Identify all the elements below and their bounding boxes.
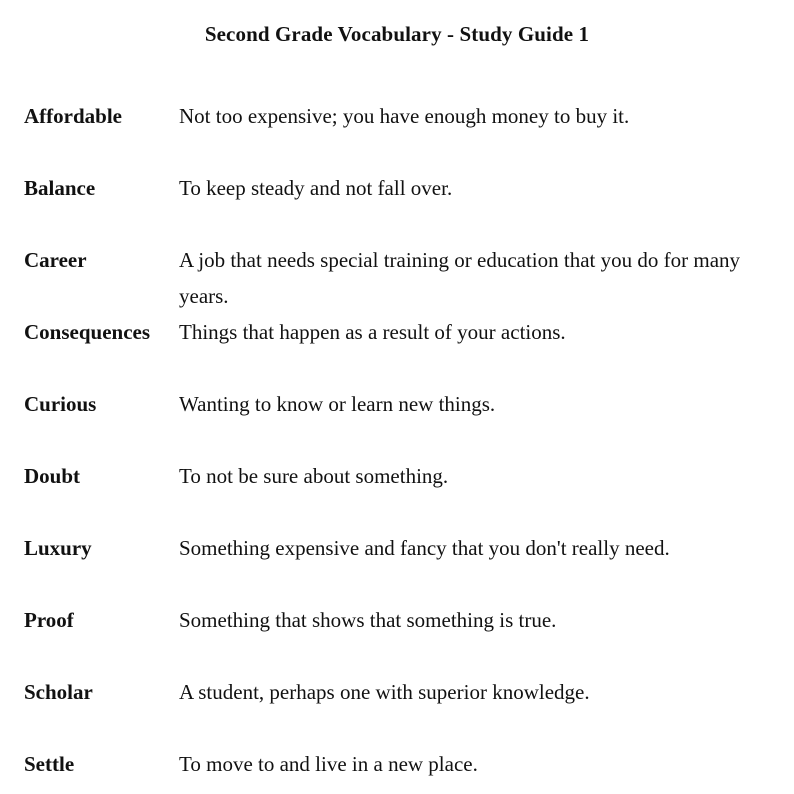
vocab-definition: Something expensive and fancy that you don't really need.: [179, 536, 670, 560]
vocab-term: Curious: [24, 392, 97, 416]
vocab-definition: A student, perhaps one with superior knowledge.: [179, 680, 590, 704]
vocab-term: Consequences: [24, 320, 151, 344]
vocab-definition: To move to and live in a new place.: [179, 752, 478, 776]
page-title: Second Grade Vocabulary - Study Guide 1: [204, 22, 590, 46]
vocab-definition: Not too expensive; you have enough money to buy it.: [179, 104, 630, 128]
vocab-term: Proof: [24, 608, 74, 632]
vocab-definition: To not be sure about something.: [179, 464, 449, 488]
vocab-definition: A job that needs special training or education that you do for many years.: [179, 248, 741, 308]
vocab-term: Balance: [24, 176, 96, 200]
vocab-definition: Something that shows that something is true.: [179, 608, 557, 632]
vocab-term: Affordable: [24, 104, 122, 128]
vocab-term: Scholar: [24, 680, 93, 704]
vocab-term: Career: [24, 248, 87, 272]
vocab-definition: To keep steady and not fall over.: [179, 176, 453, 200]
vocab-definition: Things that happen as a result of your actions.: [179, 320, 566, 344]
vocab-term: Settle: [24, 752, 75, 776]
vocab-term: Doubt: [24, 464, 81, 488]
vocab-term: Luxury: [24, 536, 92, 560]
vocab-definition: Wanting to know or learn new things.: [179, 392, 496, 416]
